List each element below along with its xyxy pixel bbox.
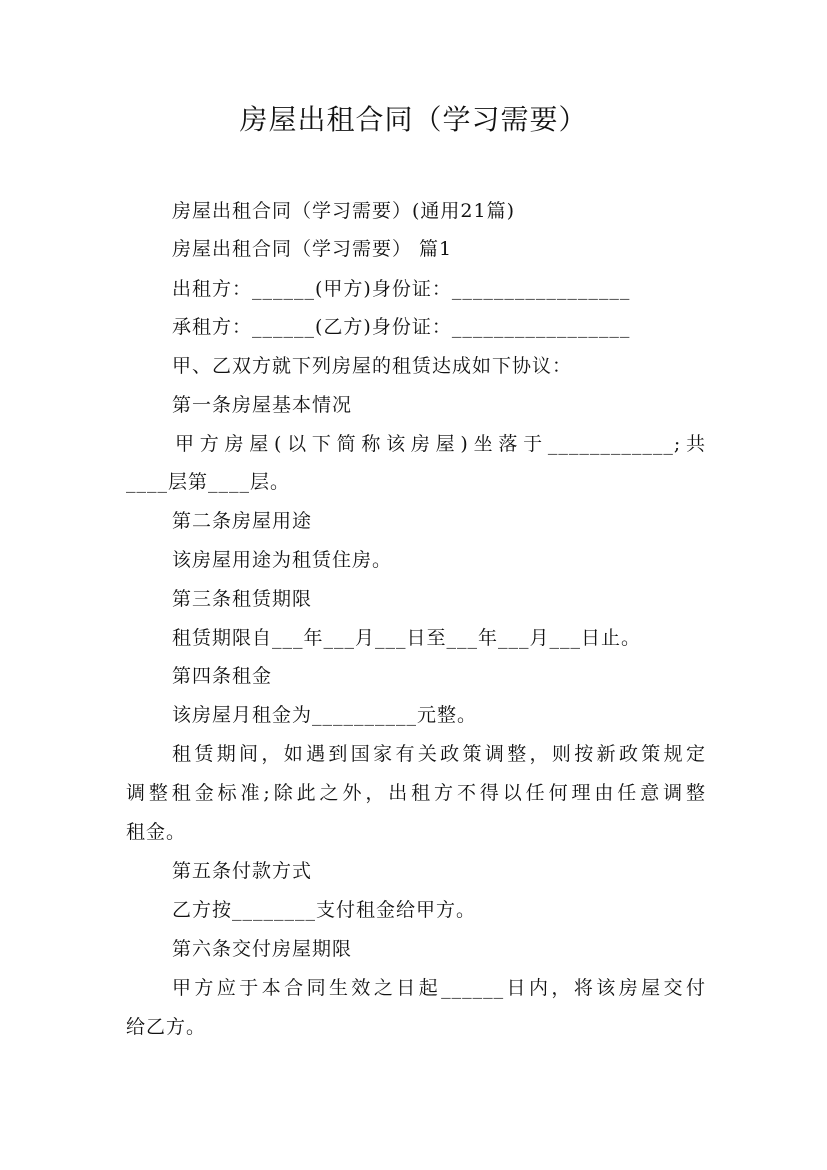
- paragraph-line: 甲方房屋(以下简称该房屋)坐落于____________;共: [175, 433, 706, 455]
- paragraph-line: 该房屋用途为租赁住房。: [172, 549, 393, 571]
- paragraph-line: 租赁期间，如遇到国家有关政策调整，则按新政策规定: [172, 743, 706, 765]
- lessee-line: 承租方：______(乙方)身份证：_________________: [172, 316, 631, 338]
- paragraph-line: 租赁期限自___年___月___日至___年___月___日止。: [172, 627, 642, 649]
- paragraph-line: 租金。: [126, 821, 187, 843]
- paragraph-line: 调整租金标准;除此之外，出租方不得以任何理由任意调整: [126, 782, 706, 804]
- document-title: 房屋出租合同（学习需要）: [239, 103, 588, 136]
- article-heading: 第三条租赁期限: [172, 588, 313, 610]
- article-heading: 第六条交付房屋期限: [172, 938, 353, 960]
- paragraph-line: ____层第____层。: [126, 471, 291, 493]
- article-heading: 第二条房屋用途: [172, 510, 313, 532]
- paragraph-line: 甲方应于本合同生效之日起______日内，将该房屋交付: [172, 977, 706, 999]
- paragraph-line: 乙方按________支付租金给甲方。: [172, 899, 477, 921]
- article-heading: 第四条租金: [172, 665, 273, 687]
- lessor-line: 出租方：______(甲方)身份证：_________________: [172, 278, 631, 300]
- paragraph-line: 该房屋月租金为__________元整。: [172, 704, 478, 726]
- paragraph-line: 给乙方。: [126, 1016, 207, 1038]
- agreement-intro: 甲、乙双方就下列房屋的租赁达成如下协议：: [172, 355, 573, 377]
- article-heading: 第一条房屋基本情况: [172, 394, 353, 416]
- article-heading: 第五条付款方式: [172, 860, 313, 882]
- section-heading: 房屋出租合同（学习需要） 篇1: [172, 238, 453, 260]
- subtitle-line: 房屋出租合同（学习需要）(通用21篇): [172, 200, 516, 222]
